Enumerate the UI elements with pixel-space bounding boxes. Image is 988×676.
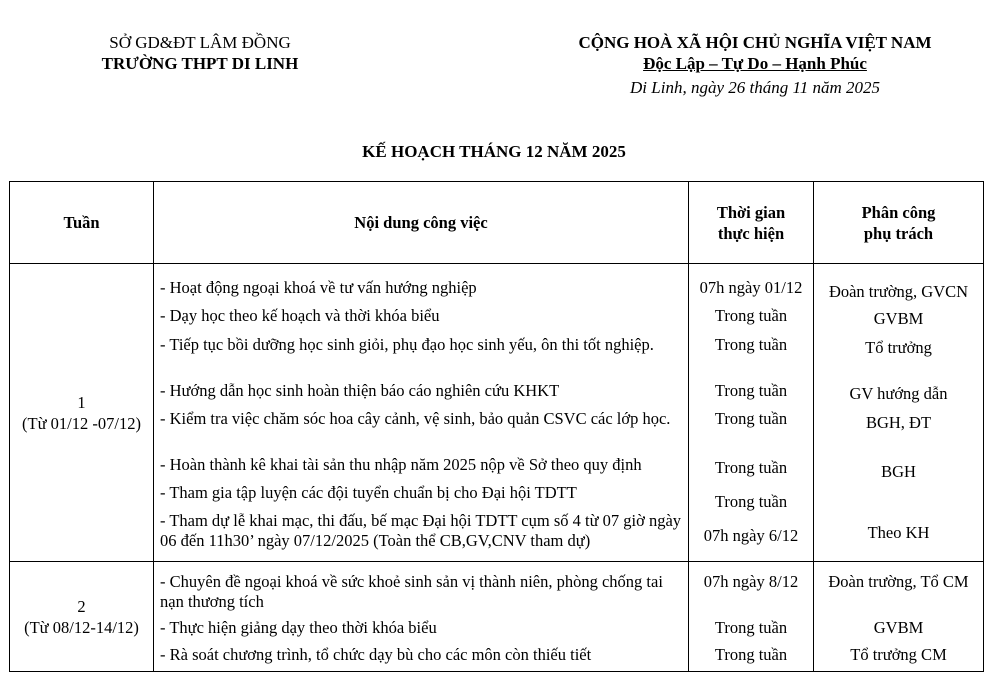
department-name: SỞ GD&ĐT LÂM ĐỒNG: [109, 33, 291, 52]
task-owner: BGH: [881, 461, 916, 481]
column-time-line1: Thời gian: [716, 202, 786, 222]
week-number: 1: [77, 392, 86, 412]
task-time: 07h ngày 01/12: [699, 278, 803, 298]
week-cell: [10, 264, 154, 562]
document-title: KẾ HOẠCH THÁNG 12 NĂM 2025: [362, 142, 626, 161]
task-time: Trong tuần: [714, 492, 788, 512]
task-time: 07h ngày 6/12: [703, 526, 799, 546]
content-cell: [154, 264, 689, 562]
column-time: [689, 182, 814, 264]
time-cell: [689, 562, 814, 672]
task-content: - Rà soát chương trình, tổ chức dạy bù cho các môn còn thiếu tiết: [160, 645, 592, 665]
header-left: [60, 32, 340, 74]
column-owner-line1: Phân công: [861, 202, 936, 222]
task-owner: GVBM: [873, 309, 924, 329]
national-motto: Độc Lập – Tự Do – Hạnh Phúc: [643, 54, 867, 73]
table-row-week-1: [10, 264, 984, 562]
task-owner: Tổ trưởng CM: [850, 645, 947, 665]
week-cell: [10, 562, 154, 672]
task-content: - Tiếp tục bồi dưỡng học sinh giỏi, phụ đạo học sinh yếu, ôn thi tốt nghiệp.: [160, 334, 654, 354]
task-owner: [814, 489, 983, 517]
task-time: Trong tuần: [714, 617, 788, 637]
task-owner: Theo KH: [867, 523, 930, 543]
task-content: - Kiểm tra việc chăm sóc hoa cây cảnh, vệ sinh, bảo quản CSVC các lớp học.: [160, 409, 671, 429]
content-cell: [154, 562, 689, 672]
document-date: Di Linh, ngày 26 tháng 11 năm 2025: [630, 78, 880, 97]
task-content: - Tham gia tập luyện các đội tuyển chuẩn bị cho Đại hội TDTT: [160, 482, 577, 502]
task-owner: GVBM: [873, 617, 924, 637]
task-time: Trong tuần: [714, 380, 788, 400]
owner-cell: [814, 264, 984, 562]
task-owner: BGH, ĐT: [865, 412, 932, 432]
task-time: Trong tuần: [714, 458, 788, 478]
week-range: (Từ 08/12-14/12): [24, 617, 139, 637]
task-content: - Tham dự lễ khai mạc, thi đấu, bế mạc Đại hội TDTT cụm số 4 từ 07 giờ ngày 06 đến 11h30’ ngày 07/12/2025 (Toàn thể CB,GV,CNV tham dự): [160, 511, 682, 551]
week-number: 2: [77, 596, 86, 616]
task-owner: Đoàn trường, Tổ CM: [828, 571, 969, 591]
task-content: - Chuyên đề ngoại khoá về sức khoẻ sinh sản vị thành niên, phòng chống tai nạn thương tích: [160, 571, 663, 611]
time-cell: [689, 264, 814, 562]
task-time: Trong tuần: [714, 306, 788, 325]
school-name: TRƯỜNG THPT DI LINH: [101, 54, 299, 73]
table-row-week-2: [10, 562, 984, 672]
week-range: (Từ 01/12 -07/12): [22, 413, 141, 433]
task-owner: Tổ trưởng: [865, 338, 932, 357]
column-time-line2: thực hiện: [717, 223, 785, 243]
task-time: Trong tuần: [714, 645, 788, 665]
task-time: Trong tuần: [714, 334, 788, 354]
task-content: - Hoàn thành kê khai tài sản thu nhập năm 2025 nộp về Sở theo quy định: [160, 455, 642, 475]
task-time: 07h ngày 8/12: [703, 571, 799, 591]
task-content: - Thực hiện giảng dạy theo thời khóa biểu: [160, 617, 437, 637]
task-content: - Dạy học theo kế hoạch và thời khóa biểu: [160, 305, 440, 325]
plan-table: [9, 181, 984, 672]
task-content: - Hoạt động ngoại khoá về tư vấn hướng nghiệp: [160, 278, 477, 298]
task-owner: GV hướng dẫn: [849, 383, 948, 403]
owner-cell: [814, 562, 984, 672]
task-owner: Đoàn trường, GVCN: [828, 281, 969, 301]
column-content: Nội dung công việc: [154, 182, 689, 264]
column-owner-line2: phụ trách: [863, 223, 934, 243]
column-week: Tuần: [10, 182, 154, 264]
header-right: [530, 32, 980, 98]
table-header-row: [10, 182, 984, 264]
task-content: - Hướng dẫn học sinh hoàn thiện báo cáo nghiên cứu KHKT: [160, 380, 560, 400]
column-owner: [814, 182, 984, 264]
task-time: Trong tuần: [714, 409, 788, 429]
country-name: CỘNG HOÀ XÃ HỘI CHỦ NGHĨA VIỆT NAM: [578, 33, 932, 52]
